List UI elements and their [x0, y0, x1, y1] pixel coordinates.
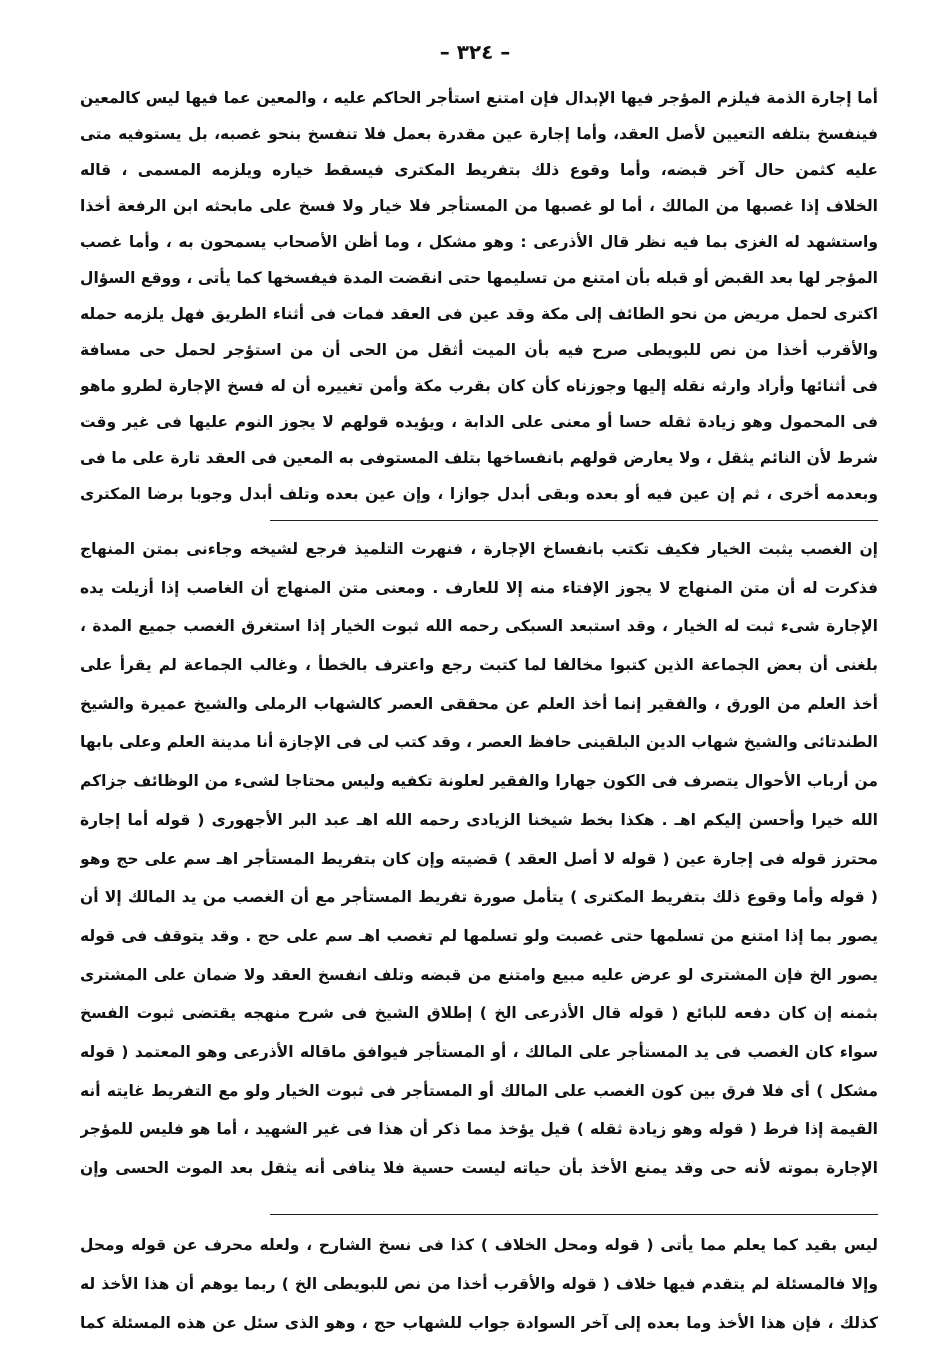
text-line: ليس بقيد كما يعلم مما يأتى ( قوله ومحل الخلاف ) كذا فى نسخ الشارح ، ولعله محرف عن قوله ومحل — [80, 1236, 878, 1254]
text-line: والأقرب أخذا من نص للبويطى صرح فيه بأن الميت أثقل من الحى أن من استؤجر لحمل حى مسافة — [80, 341, 878, 359]
text-line: من أرباب الأحوال يتصرف فى الكون جهارا والفقير لعلونة تكفيه وليس محتاجا لشىء من الوظائف جزاكم — [80, 772, 878, 791]
separator-line — [270, 1214, 878, 1215]
text-line: واستشهد له الغزى بما فيه نظر قال الأذرعى : وهو مشكل ، وما أظن الأصحاب يسمحون به ، وأما غصب — [80, 233, 878, 251]
text-line: الإجارة بموته لأنه حى وقد يمنع الأخذ بأن حياته ليست حسية فلا ينافى أنه يثقل بعد الموت الحسى وإن — [80, 1159, 878, 1177]
page-number: – ٣٢٤ – — [439, 40, 511, 64]
main-text-block — [80, 80, 878, 512]
commentary-text-block — [80, 530, 878, 1188]
text-line: فى المحمول وهو زيادة ثقله حسا أو معنى على الدابة ، ويؤيده قولهم لا يجوز النوم عليها فى غير وقت — [80, 413, 878, 431]
text-line: شرط لأن النائم يثقل ، ولا يعارض قولهم بانفساخها بتلف المستوفى به المعين فى العقد تارة على ما فى — [80, 449, 878, 467]
text-line: فى أثنائها وأراد وارثه نقله إليها وجوزناه كأن كان بقرب مكة وأمن تغييره أن له فسخ الإجارة لطرو ماهو — [80, 377, 878, 395]
footnote-text-block — [80, 1226, 878, 1343]
text-line: الخلاف إذا غصبها من المالك ، أما لو غصبها من المستأجر فلا خيار ولا فسخ على مابحثه ابن الرفعة أخذا — [80, 197, 878, 215]
text-line: مشكل ) أى فلا فرق بين كون الغصب على المالك أو المستأجر فى ثبوت الخيار ولو مع التفريط غايته أنه — [80, 1081, 878, 1100]
text-line: وإلا فالمسئلة لم يتقدم فيها خلاف ( قوله والأقرب أخذا من نص للبويطى الخ ) ربما يوهم أن هذا الأخذ له — [80, 1275, 878, 1293]
text-line: بلغنى أن بعض الجماعة الذين كتبوا مخالفا لما كتبت رجع واعترف بالخطأ ، وغالب الجماعة لم يقرأ على — [80, 656, 878, 675]
text-line: سواء كان الغصب فى يد المستأجر على المالك ، أو المستأجر فيوافق ماقاله الأذرعى وهو المعتمد ( قوله — [80, 1042, 878, 1061]
text-line: أخذ العلم من الورق ، والفقير إنما أخذ العلم عن محققى العصر كالشهاب الرملى والشيخ عميرة والشيخ — [80, 694, 878, 713]
text-line: الله خيرا وأحسن إليكم اهـ . هكذا بخط شيخنا الزيادى رحمه الله اهـ عبد البر الأجهورى ( قوله أما إجارة — [80, 810, 878, 829]
text-line: فذكرت له أن متن المنهاج لا يجوز الإفتاء منه إلا للعارف . ومعنى متن المنهاج أن الغاصب إذا أزيلت يده — [80, 578, 878, 597]
text-line: الطندتائى والشيخ شهاب الدين البلقينى حافظ العصر ، وقد كتب لى فى الإجازة أنا مدينة العلم وعلى بابها — [80, 733, 878, 752]
text-line: القيمة إذا فرط ( قوله وهو زيادة ثقله ) قيل يؤخذ مما ذكر أن هذا فى غير الشهيد ، أما هو فليس للمؤجر — [80, 1120, 878, 1139]
text-line: يصور الخ فإن المشترى لو عرض عليه مبيع وامتنع من قبضه وتلف انفسخ العقد ولا ضمان على المشترى — [80, 965, 878, 984]
text-line: إن الغصب يثبت الخيار فكيف تكتب بانفساخ الإجارة ، فنهرت التلميذ فرجع لشيخه وجاءنى بمتن المنهاج — [80, 540, 878, 558]
separator-line — [270, 520, 878, 521]
text-line: أما إجارة الذمة فيلزم المؤجر فيها الإبدال فإن امتنع استأجر الحاكم عليه ، والمعين عما فيها ليس كالمعين — [80, 89, 878, 107]
text-line: المؤجر لها بعد القبض أو قبله بأن امتنع من تسليمها حتى انقضت المدة فيفسخها كما يأتى ، ووقع السؤال — [80, 269, 878, 287]
text-line: بثمنه إن كان دفعه للبائع ( قوله قال الأذرعى الخ ) إطلاق الشيخ فى شرح منهجه يقتضى ثبوت الفسخ — [80, 1004, 878, 1023]
text-line: فينفسخ بتلفه التعيين لأصل العقد، وأما إجارة عين مقدرة بعمل فلا تنفسخ بنحو غصبه، بل يستوفيه متى — [80, 125, 878, 143]
text-line: اكترى لحمل مريض من نحو الطائف إلى مكة وقد عين فى العقد فمات فى أثناء الطريق فهل يلزمه حمله — [80, 305, 878, 323]
text-line: عليه كثمن حال آخر قبضه، وأما وقوع ذلك بتفريط المكترى فيسقط خياره ويلزمه المسمى ، قاله — [80, 161, 878, 179]
text-line: وبعدمه أخرى ، ثم إن عين فيه أو بعده وبقى أبدل جوازا ، وإن عين بعده وتلف أبدل وجوبا برضا المكترى — [80, 485, 878, 503]
text-line: محترز قوله فى إجارة عين ( قوله لا أصل العقد ) قضيته وإن كان بتفريط المستأجر اهـ سم على حج وهو — [80, 849, 878, 868]
text-line: يصور بما إذا امتنع من تسلمها حتى غصبت ولو تسلمها لم تغصب اهـ سم على حج . وقد يتوقف فى قوله — [80, 926, 878, 945]
text-line: ( قوله وأما وقوع ذلك بتفريط المكترى ) يتأمل صورة تفريط المستأجر مع أن الغصب من يد المالك إلا أن — [80, 888, 878, 907]
text-line: كذلك ، فإن هذا الأخذ وما بعده إلى آخر السوادة جواب للشهاب حج ، وهو الذى سئل عن هذه المسئلة كما — [80, 1314, 878, 1332]
text-line: الإجارة شىء ثبت له الخيار ، وقد استبعد السبكى رحمه الله ثبوت الخيار إذا استغرق الغصب جميع المدة ، — [80, 617, 878, 636]
